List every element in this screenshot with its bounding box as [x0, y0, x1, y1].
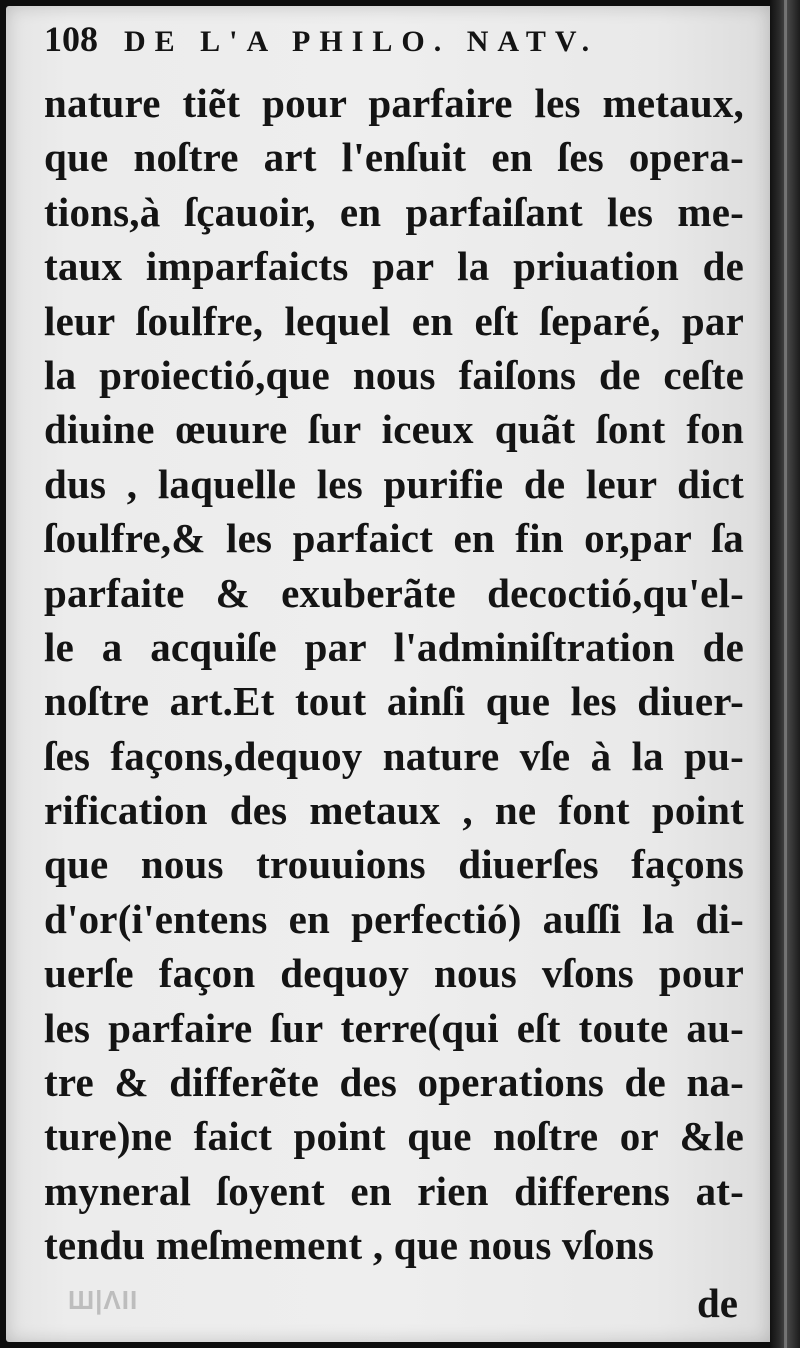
running-title: DE L'A PHILO. NATV. [124, 25, 599, 58]
text-line: ſes façons,dequoy nature vſe à la pu- [44, 732, 744, 779]
text-line: les parfaire ſur terre(qui eſt toute au- [44, 1004, 744, 1051]
running-head [44, 18, 744, 76]
text-line: la proiectió,que nous faiſons de ceſte [44, 351, 744, 398]
book-edge [770, 0, 800, 1348]
text-line: tions,à ſçauoir, en parfaiſant les me- [44, 188, 744, 235]
body-text [44, 76, 744, 1273]
page-footer [44, 1279, 744, 1339]
text-line: diuine œuure ſur iceux quãt ſont fon [44, 406, 744, 453]
catchword: de [697, 1279, 738, 1326]
text-line: myneral ſoyent en rien differens at- [44, 1167, 744, 1214]
text-line: parfaite & exuberãte decoctió,qu'el- [44, 569, 744, 616]
library-stamp: Ш|ΛII [68, 1284, 139, 1315]
text-line: ture)ne faict point que noſtre or &le [44, 1113, 744, 1160]
text-line: tre & differẽte des operations de na- [44, 1059, 744, 1106]
text-line: nature tiẽt pour parfaire les metaux, [44, 80, 744, 126]
text-line: noſtre art.Et tout ainſi que les diuer- [44, 678, 744, 725]
text-line: que noſtre art l'enſuit en ſes opera- [44, 134, 744, 181]
text-line: leur ſoulfre, lequel en eſt ſeparé, par [44, 297, 744, 344]
text-line: ſoulfre,& les parfaict en fin or,par ſa [44, 515, 744, 562]
text-line: taux imparfaicts par la priuation de [44, 243, 744, 290]
text-line: dus , laquelle les purifie de leur dict [44, 460, 744, 507]
text-line: tendu meſmement , que nous vſons [44, 1222, 655, 1269]
text-line: le a acquiſe par l'adminiſtration de [44, 623, 744, 670]
page-text-block [44, 18, 744, 1339]
text-line: que nous trouuions diuerſes façons [44, 841, 744, 888]
text-line: rification des metaux , ne font point [44, 787, 744, 834]
text-line: uerſe façon dequoy nous vſons pour [44, 950, 744, 997]
page-number: 108 [44, 19, 98, 59]
text-line: d'or(i'entens en perfectió) auſſi la di- [44, 895, 744, 942]
